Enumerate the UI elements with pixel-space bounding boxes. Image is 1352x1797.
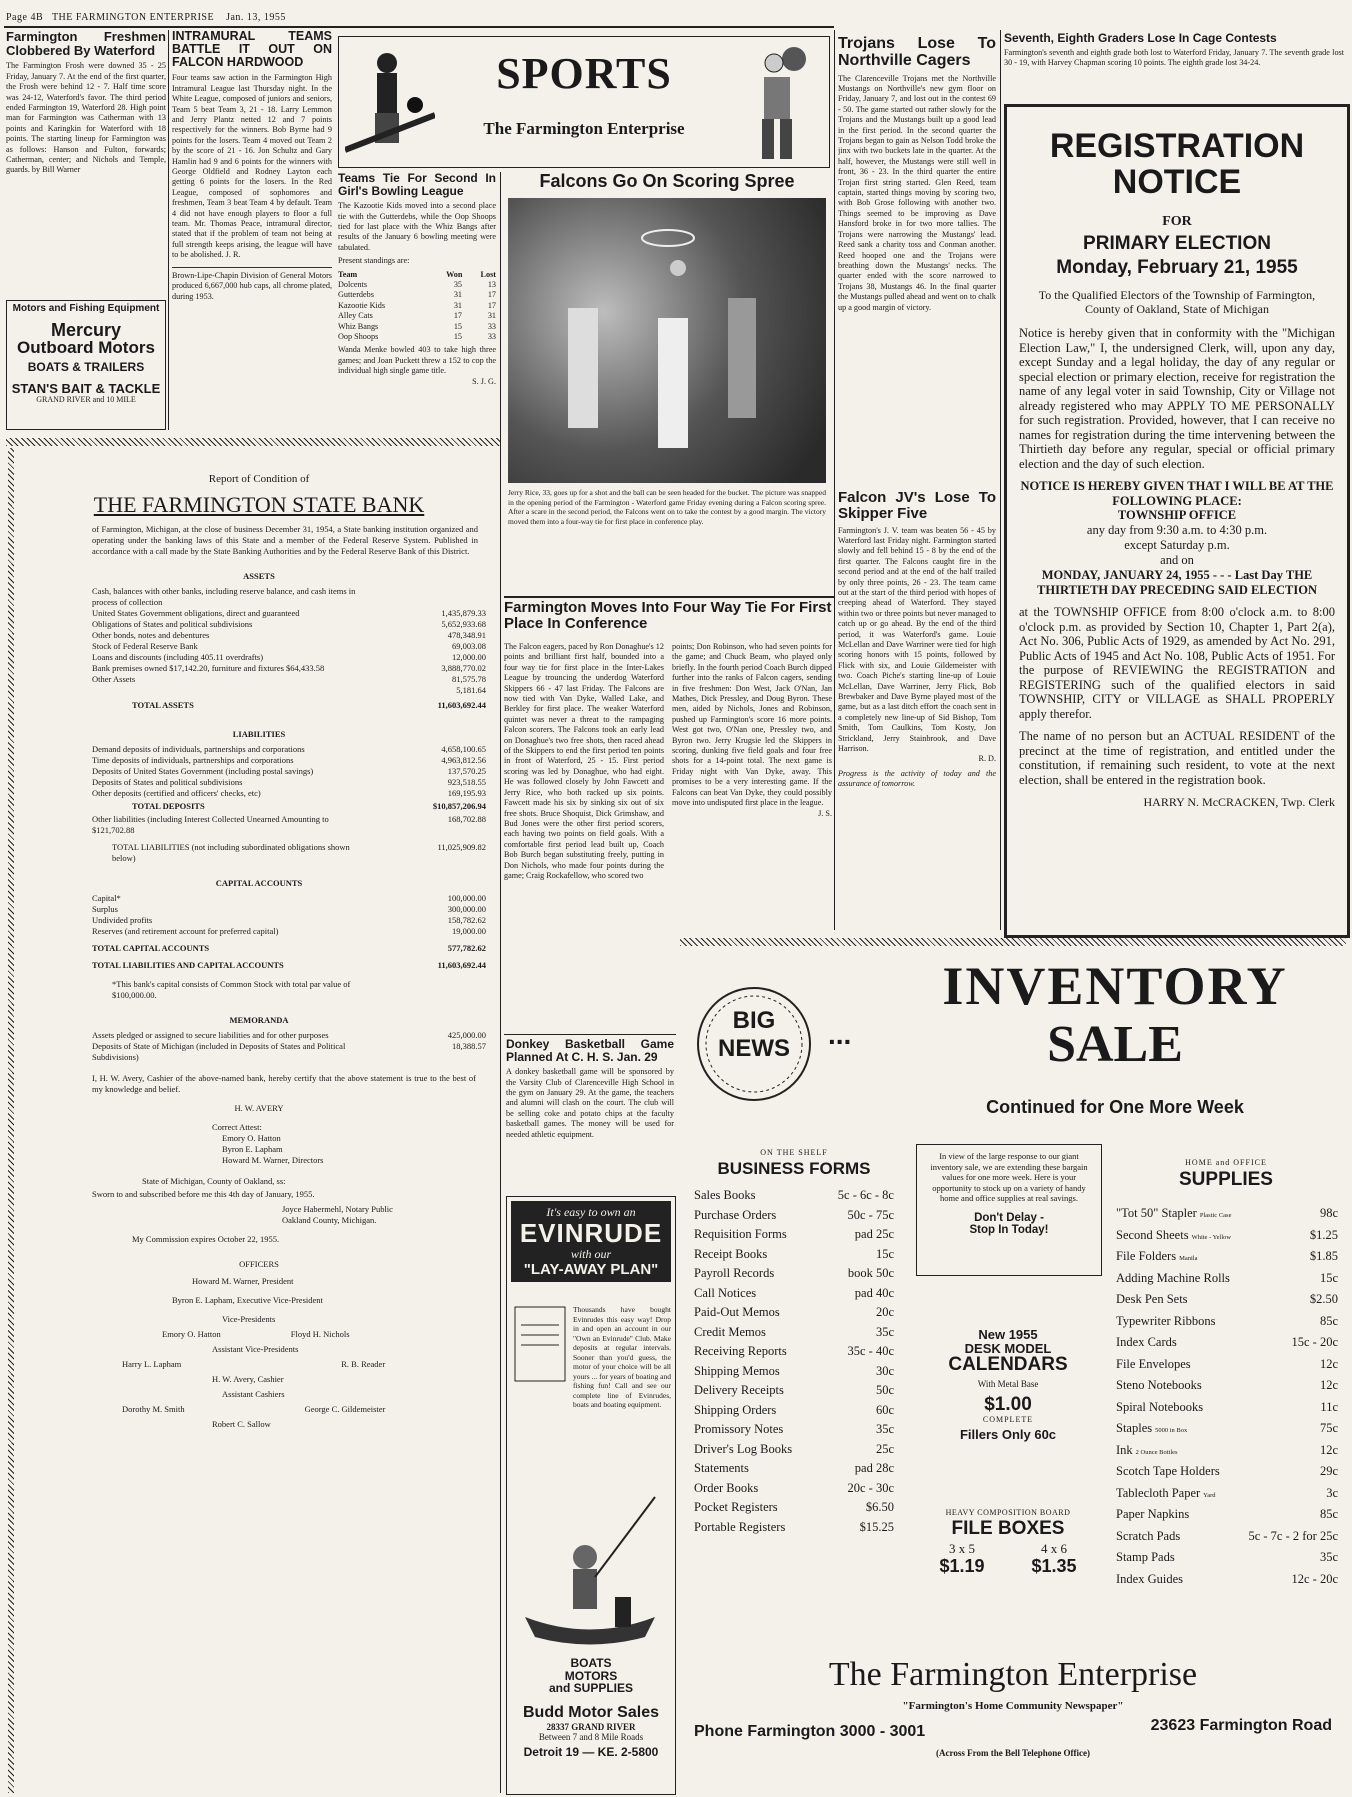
stop-in: Stop In Today! xyxy=(969,1223,1049,1236)
game-photo xyxy=(508,198,826,483)
memo-title: MEMORANDA xyxy=(229,1015,289,1025)
sports-banner xyxy=(338,36,830,168)
form-item: Payroll Records book 50c xyxy=(694,1266,894,1280)
intramural-body: Four teams saw action in the Farmington High Intramural League last Thursday night. In the White League, composed of juniors and seniors, Team 5 beat Team 3, 21 - 18. Larry Lemmon and Jerry Plantz netted 12 and 7 points respectively for the winners. Bob Byrne had 9 points for the losers. Team 4 moved out Team 2 by the score of 21 - 16. Jon Schultz and Gary Hamlin had 9 and 6 points for the winners with George Oldfield and Rodney Layton each getting 6 points for the losers. In the Red League, composed of sophomores and freshmen, Team 3 beat Team 4 by default. Team 4 did not have enough players to floor a full team. Mr. Thomas Peace, intramural director, stated that if the problem of team not being at full strength keeps arising, the league will have to be abolished. J. R. xyxy=(172,73,332,260)
commission: My Commission expires October 22, 1955. xyxy=(132,1234,280,1244)
jv-body: Farmington's J. V. team was beaten 56 - 45 by Waterford last Friday night. Farmington started slowly and fell behind 15 - 8 by the end of the first quarter. The Falcons caught fire in the second period and at the end of the half trailed by only three points, 26 - 23. The team came out at the start of the third period with hopes of creeping ahead of Waterford. They stayed within two or three points but never managed to catch up or go ahead. By the end of the third period, it was Waterford's game. Louie McLellan and Dave Warriner were tied for high scoring honors with 15 points, followed by Flick with six, and Louie Gildemeister with two. Coach Piche's starting line-up of Louie McLellan, Dave Warriner, Jerry Flick, Bob Brewbaker and Dave Byrne played most of the game, but as a last ditch effort the coach sent in a completely new line-up of Sid Bishop, Tom Smith, Tom Caulkins, Tom Kosty, Jon Strickland, Jerry Stainbrook, and Dave Harrison. xyxy=(838,525,996,754)
standings-row: Gutterdebs 31 17 xyxy=(338,290,496,300)
capital-list xyxy=(92,893,486,937)
center-notice-text: In view of the large response to our giant inventory sale, we are extending these bargain values for one more week. Here is your opportunity to stock up on a variety of handy home and office supplies at real savings. xyxy=(930,1151,1088,1203)
form-item: Order Books 20c - 30c xyxy=(694,1480,894,1495)
enterprise-across: (Across From the Bell Telephone Office) xyxy=(936,1748,1090,1758)
evi-shop: Budd Motor Sales xyxy=(522,1703,659,1721)
supply-item: Typewriter Ribbons 85c xyxy=(1116,1313,1338,1328)
form-item: Driver's Log Books 25c xyxy=(694,1441,894,1456)
basketball-game-icon xyxy=(508,198,826,483)
paper-name: THE FARMINGTON ENTERPRISE xyxy=(51,12,215,23)
other-liabilities: Other liabilities (including Interest Collected Unearned Amounting to $121,702.88 168,702.88 xyxy=(92,814,486,835)
fb-size-2: 4 x 6 xyxy=(1041,1540,1067,1556)
form-item: Paid-Out Memos 20c xyxy=(694,1305,894,1319)
freshmen-article xyxy=(6,30,166,295)
supply-item: Adding Machine Rolls 15c xyxy=(1116,1270,1338,1285)
supplies-title: SUPPLIES xyxy=(1179,1169,1273,1190)
reg-last-day: MONDAY, JANUARY 24, 1955 - - - Last Day THE THIRTIETH DAY PRECEDING SAID ELECTION xyxy=(1037,568,1317,597)
form-item: Receiving Reports 35c - 40c xyxy=(694,1344,894,1358)
reg-to: To the Qualified Electors of the Township of Farmington, County of Oakland, State of Michigan xyxy=(1038,288,1316,317)
evi-between: Between 7 and 8 Mile Roads xyxy=(538,1731,644,1742)
donkey-headline: Donkey Basketball Game Planned At C. H. S. Jan. 29 xyxy=(506,1038,674,1064)
supply-item: Staples 5000 in Box 75c xyxy=(1116,1421,1338,1435)
form-item: Call Notices pad 40c xyxy=(694,1285,894,1300)
officer-last: Robert C. Sallow xyxy=(212,1419,271,1429)
scoring-headline: Falcons Go On Scoring Spree xyxy=(539,171,795,191)
reg-hours: any day from 9:30 a.m. to 4:30 p.m. xyxy=(1086,523,1268,538)
jv-headline: Falcon JV's Lose To Skipper Five xyxy=(838,490,996,522)
sports-subtitle: The Farmington Enterprise xyxy=(483,119,685,138)
liability-row: Other deposits (certified and officers' checks, etc) 169,195.93 xyxy=(92,788,486,798)
reg-paragraph-1: Notice is hereby given that in conformity with the "Michigan Election Law," I, the undersigned Clerk, will, upon any day, except Sunday and a legal holiday, the day of any regular or special election or primary election, receive for registration the name of any legal voter in said Township, City or Village not already registered who may APPLY TO ME PERSONALLY for such registration. Provided, however, that I can receive no names for registration during the time intervening between the Thirtieth day before any regular, special or official primary election and the day of such election. xyxy=(1019,326,1335,471)
grades-article xyxy=(1004,32,1344,102)
enterprise-address: 23623 Farmington Road xyxy=(1150,1717,1332,1734)
badge-big: BIG xyxy=(732,1007,776,1034)
total-liab-capital: TOTAL LIABILITIES AND CAPITAL ACCOUNTS 11,603,692.44 xyxy=(92,960,486,970)
ad-line: BOATS & TRAILERS xyxy=(27,360,145,375)
form-item: Purchase Orders 50c - 75c xyxy=(694,1207,894,1222)
evi-supplies: and SUPPLIES xyxy=(548,1681,634,1696)
bank-report-body xyxy=(22,452,496,1792)
total-liabilities: TOTAL LIABILITIES (not including subordinated obligations shown below) 11,025,909.82 xyxy=(112,842,486,863)
fb-price-1: $1.19 xyxy=(939,1555,985,1576)
supply-item: "Tot 50" Stapler Plastic Case 98c xyxy=(1116,1206,1338,1220)
attest-3: Howard M. Warner, Directors xyxy=(222,1155,324,1165)
form-item: Shipping Orders 60c xyxy=(694,1402,894,1417)
liability-row: Time deposits of individuals, partnerships and corporations 4,963,812.56 xyxy=(92,755,486,765)
inventory-title: INVENTORY xyxy=(942,956,1288,1016)
bowling-article xyxy=(338,172,496,430)
supply-item: Spiral Notebooks 11c xyxy=(1116,1399,1338,1414)
liability-row: Deposits of United States Government (including postal savings) 137,570.25 xyxy=(92,766,486,776)
badge-dots: ... xyxy=(828,1019,852,1050)
supply-item: Index Cards 15c - 20c xyxy=(1116,1335,1338,1349)
supply-item: Scotch Tape Holders 29c xyxy=(1116,1464,1338,1478)
supply-item: Tablecloth Paper Yard 3c xyxy=(1116,1485,1338,1500)
photo-caption: Jerry Rice, 33, goes up for a shot and the ball can be seen headed for the bucket. The picture was snapped in the opening period of the Farmington - Waterford game Friday evening during a Falcon scoring spree. After a scare in the second period, the Falcons went on to take the contest by a good margin. The victory moved them into a four-way tie for first place in conference play. xyxy=(508,488,826,526)
officer-cashier: H. W. Avery, Cashier xyxy=(212,1374,284,1384)
supply-item: Desk Pen Sets $2.50 xyxy=(1116,1292,1338,1306)
asset-row: Obligations of States and political subdivisions 5,652,933.68 xyxy=(92,619,486,629)
intramural-article xyxy=(172,30,332,430)
asset-row: Stock of Federal Reserve Bank 69,003.08 xyxy=(92,641,486,651)
reg-title-2: NOTICE xyxy=(1112,162,1242,201)
form-item: Statements pad 28c xyxy=(694,1461,894,1475)
trojans-headline: Trojans Lose To Northville Cagers xyxy=(838,36,996,69)
officer-president: Howard M. Warner, President xyxy=(192,1276,294,1286)
supply-item: Scratch Pads 5c - 7c - 2 for 25c xyxy=(1116,1528,1338,1543)
officer-ac-label: Assistant Cashiers xyxy=(222,1389,285,1399)
notary-1: Joyce Habermehl, Notary Public xyxy=(282,1204,393,1214)
supply-item: Ink 2 Ounce Bottles 12c xyxy=(1116,1442,1338,1457)
ad-brand-2: Outboard Motors xyxy=(17,338,155,358)
supply-item: Steno Notebooks 12c xyxy=(1116,1378,1338,1392)
file-boxes-promo xyxy=(916,1508,1100,1576)
freshmen-headline: Farmington Freshmen Clobbered By Waterford xyxy=(6,30,166,58)
ad-addr1: GRAND RIVER xyxy=(36,395,91,405)
evinrude-ad xyxy=(506,1196,676,1795)
bowler-illustration-icon xyxy=(345,45,435,160)
cal-3: CALENDARS xyxy=(948,1354,1068,1376)
donkey-body: A donkey basketball game will be sponsored by the Varsity Club of Clarenceville High School in the gym on January 29. At the game, the teachers and alumni will clash on the court. The club will be selling coke and potato chips at the faculty basketball games. The money will be used for needed athletic equipment. xyxy=(506,1067,674,1139)
capital-row: Capital* 100,000.00 xyxy=(92,893,486,903)
state-line: State of Michigan, County of Oakland, ss: xyxy=(142,1176,286,1186)
reg-paragraph-9: The name of no person but an ACTUAL RESIDENT of the precinct at the time of registration, and entitled under the constitution, if remaining such resident, to vote at the next election, shall be entered in the registration book. xyxy=(1019,729,1335,787)
issue-date: Jan. 13, 1955 xyxy=(226,12,286,23)
cal-4: With Metal Base xyxy=(977,1379,1039,1390)
reg-date: Monday, February 21, 1955 xyxy=(1056,257,1298,279)
ad-top-line: Motors and Fishing Equipment xyxy=(12,303,160,314)
reg-signature: HARRY N. McCRACKEN, Twp. Clerk xyxy=(1143,795,1335,810)
sworn-line: Sworn to and subscribed before me this 4th day of January, 1955. xyxy=(92,1189,315,1199)
attest-2: Byron E. Lapham xyxy=(222,1144,283,1154)
bowling-body: The Kazootie Kids moved into a second place tie with the Gutterdebs, while the Oop Shoops tied for last place with the Whiz Bangs after results of the January 6 bowling meeting were tabulated. xyxy=(338,201,496,252)
bank-name: THE FARMINGTON STATE BANK xyxy=(93,492,425,517)
evi-motors: MOTORS xyxy=(564,1668,618,1683)
reg-place: TOWNSHIP OFFICE xyxy=(1117,508,1237,523)
basketball-player-icon xyxy=(734,43,824,161)
ad-addr2: and 10 MILE xyxy=(92,395,136,405)
standings-row: Oop Shoops 15 33 xyxy=(338,332,496,342)
officer-acs: Dorothy M. Smith George C. Gildemeister xyxy=(122,1404,386,1414)
standings-row: Kazootie Kids 31 17 xyxy=(338,300,496,310)
bank-heading: Report of Condition of xyxy=(208,473,310,485)
total-deposits: TOTAL DEPOSITS $10,857,206.94 xyxy=(132,801,486,811)
dont-delay: Don't Delay - xyxy=(974,1211,1044,1224)
forms-title: BUSINESS FORMS xyxy=(717,1159,871,1178)
memo-list xyxy=(92,1030,486,1063)
evi-body: Thousands have bought Evinrudes this easy way! Drop in and open an account in our "Own an Evinrude" Club. Make deposits at regular intervals. Sooner than you'd guess, the motor of your choice will be all yours ... for years of boating and fishing fun! Call and see our complete line of Evinrudes, boats and boating equipment. xyxy=(573,1305,671,1409)
officer-exec-vp: Byron E. Lapham, Executive Vice-President xyxy=(172,1295,323,1305)
cashier-cert: I, H. W. Avery, Cashier of the above-named bank, hereby certify that the above statement is true to the best of my knowledge and belief. xyxy=(92,1073,476,1094)
calendars-promo xyxy=(916,1328,1100,1442)
form-item: Delivery Receipts 50c xyxy=(694,1383,894,1397)
on-shelf: ON THE SHELF xyxy=(760,1148,828,1157)
form-item: Pocket Registers $6.50 xyxy=(694,1500,894,1514)
reg-for: FOR xyxy=(1162,214,1192,230)
passbook-icon xyxy=(513,1305,569,1385)
standings-row: Dolcents 35 13 xyxy=(338,280,496,290)
liabilities-list xyxy=(92,744,486,799)
cal-fillers: Fillers Only 60c xyxy=(959,1427,1057,1443)
supply-item: File Envelopes 12c xyxy=(1116,1356,1338,1371)
reg-paragraph-8: at the TOWNSHIP OFFICE from 8:00 o'clock a.m. to 8:00 o'clock p.m. as provided by Section 10, Chapter 1, Part 2(a), Act No. 306, Public Acts of 1929, as amended by Act No. 291, Public Acts of 1945 and Act No. 108, Public Acts of 1951. For the purpose of REVIEWING the REGISTRATION and REGISTERING such of the qualified electors in said TOWNSHIP, CITY or VILLAGE as SHALL PROPERLY apply therefor. xyxy=(1019,605,1335,721)
officer-avp-label: Assistant Vice-Presidents xyxy=(212,1344,299,1354)
capital-note: *This bank's capital consists of Common Stock with total par value of $100,000.00. xyxy=(112,979,351,1000)
inventory-ad xyxy=(680,948,1346,1793)
fisherman-boat-icon xyxy=(515,1467,665,1647)
total-assets: TOTAL ASSETS 11,603,692.44 xyxy=(132,700,486,710)
attest: Correct Attest: xyxy=(212,1122,262,1132)
total-capital: TOTAL CAPITAL ACCOUNTS 577,782.62 xyxy=(92,943,486,953)
enterprise-phone: Phone Farmington 3000 - 3001 xyxy=(694,1723,926,1740)
fb-price-2: $1.35 xyxy=(1031,1555,1077,1576)
ad-brand: Mercury xyxy=(50,319,122,340)
sports-title: SPORTS xyxy=(496,49,672,98)
capital-row: Undivided profits 158,782.62 xyxy=(92,915,486,925)
cal-2: DESK MODEL xyxy=(964,1340,1052,1356)
fb-2: FILE BOXES xyxy=(951,1518,1065,1539)
intramural-note: Brown-Lipe-Chapin Division of General Motors produced 6,667,000 hub caps, all chrome plated, during 1953. xyxy=(172,267,332,302)
scoring-article xyxy=(504,172,830,592)
enterprise-logo: The Farmington Enterprise xyxy=(828,1656,1198,1693)
masthead xyxy=(6,12,331,23)
form-item: Shipping Memos 30c xyxy=(694,1363,894,1378)
form-item: Requisition Forms pad 25c xyxy=(694,1227,894,1241)
evi-line-1: It's easy to own an xyxy=(546,1205,636,1219)
notary-2: Oakland County, Michigan. xyxy=(282,1215,377,1225)
reg-and-on: and on xyxy=(1160,553,1194,568)
continued-subtitle: Continued for One More Week xyxy=(986,1097,1244,1117)
jv-sig: R. D. xyxy=(978,754,996,764)
fb-1: HEAVY COMPOSITION BOARD xyxy=(945,1508,1071,1517)
cal-1: New 1955 xyxy=(978,1327,1038,1342)
supply-item: Index Guides 12c - 20c xyxy=(1116,1571,1338,1586)
liabilities-title: LIABILITIES xyxy=(232,729,286,739)
capital-row: Reserves (and retirement account for preferred capital) 19,000.00 xyxy=(92,926,486,936)
form-item: Promissory Notes 35c xyxy=(694,1422,894,1436)
standings-row: Alley Cats 17 31 xyxy=(338,311,496,321)
standings-table xyxy=(338,280,496,342)
fb-size-1: 3 x 5 xyxy=(949,1540,975,1556)
form-item: Receipt Books 15c xyxy=(694,1246,894,1261)
standings-row: Whiz Bangs 15 33 xyxy=(338,321,496,331)
supplies-list xyxy=(1116,1204,1338,1591)
asset-row: Bank premises owned $17,142.20, furniture and fixtures $64,433.58 3,888,770.02 xyxy=(92,663,486,673)
four-way-body-2: points; Don Robinson, who had seven points for the game; and Chuck Beam, who played only briefly. In the fourth period Coach Burch dipped further into the ranks of Falcon cagers, sending in five freshmen: Don West, Jack O'Nan, Jan Mathes, Dick Pressley, and Doug Byron. These men, aided by Nichols, Jones and Robinson, pushed up Farmington's score 16 more points. West got two, O'Nan one, Pressley two, and Byron two. Jerry Krugsie led the Skippers in scoring, dunking five field goals and four free shots for a 14-point total. The next game is Friday night with Van Dyke, away. This promises to be a very interesting game. If the Falcons can beat Van Dyke, they could possibly move into undisputed first place in the league. xyxy=(672,642,832,808)
asset-row: Other bonds, notes and debentures 478,348.91 xyxy=(92,630,486,640)
officer-vp-label: Vice-Presidents xyxy=(222,1314,276,1324)
liability-row: Deposits of States and political subdivisions 923,518.55 xyxy=(92,777,486,787)
supply-item: Stamp Pads 35c xyxy=(1116,1550,1338,1564)
jv-quote: Progress is the activity of today and the assurance of tomorrow. xyxy=(838,768,996,789)
bowling-headline: Teams Tie For Second In Girl's Bowling League xyxy=(338,172,496,198)
bowling-tail: Wanda Menke bowled 403 to take high three games; and Joan Puckett threw a 152 to cop the individual high single game title. xyxy=(338,345,496,376)
sup-small: HOME and OFFICE xyxy=(1185,1158,1267,1167)
asset-row: 5,181.64 xyxy=(456,685,486,695)
capital-row: Surplus 300,000.00 xyxy=(92,904,486,914)
form-item: Portable Registers $15.25 xyxy=(694,1519,894,1534)
reg-except: except Saturday p.m. xyxy=(1124,538,1230,553)
enterprise-slogan: "Farmington's Home Community Newspaper" xyxy=(902,1700,1124,1712)
liability-row: Demand deposits of individuals, partnerships and corporations 4,658,100.65 xyxy=(92,744,486,754)
evi-plan: "LAY-AWAY PLAN" xyxy=(523,1261,659,1279)
reg-title-1: REGISTRATION xyxy=(1049,127,1305,165)
trojans-body: The Clarenceville Trojans met the Northville Mustangs on Northville's new gym floor on Friday, January 7, and lost out in the contest 69 - 50. The game started out rather slowly for the Trojans and the Mustangs built up a good lead in the first period. In the second quarter the Trojans began to gain as Nelson Todd broke the jinx with two buckets late in the quarter. At the half, however, the Mustangs were still well in front, 36 - 23. In the third quarter the entire Trojan first string started. Glen Reed, team captain, started things moving by scoring two, with Bob Grose following with another two. Things seemed to be improving as Dave Hansford broke in for two more tallies. The Trojans were narrowing the Mustangs' lead. Reed sank a charity toss and Conman another. Reed hooped one and the Trojans were breathing down the Mustangs' necks. The quarter ended with the score narrowed to Trojans 38, Mustangs 46. In the final quarter the Mustangs pulled ahead and went on to chalk up a good margin of victory. xyxy=(838,73,996,312)
four-way-headline: Farmington Moves Into Four Way Tie For First Place In Conference xyxy=(504,599,832,632)
capital-title: CAPITAL ACCOUNTS xyxy=(215,878,303,888)
asset-row: Loans and discounts (including 405.11 overdrafts) 12,000.00 xyxy=(92,652,486,662)
cal-complete: COMPLETE xyxy=(982,1415,1034,1425)
page-number: Page 4B xyxy=(6,12,44,23)
freshmen-body: The Farmington Frosh were downed 35 - 25 Friday, January 7. At the end of the first quarter, the Frosh were behind 12 - 7. Half time score was 24-12, Waterford's favor. The third period ended Farmington 19, Waterford 28. High point man for Farmington was Catherman with 13 points and Karingkin for Waterford with 18 points. The starting lineup for Farmington was as follows: Hanson and Fulton, forwards; Catherman, center; and Nichols and Temple, guards. by Bill Warner xyxy=(6,61,166,175)
asset-row: Other Assets 81,575.78 xyxy=(92,674,486,684)
bank-intro: of Farmington, Michigan, at the close of business December 31, 1954, a State banking institution organized and operating under the banking laws of this State and a member of the Federal Reserve System. Published in accordance with a call made by the State Banking Authorities and by the Federal Reserve Bank of this District. xyxy=(92,524,478,556)
asset-row: United States Government obligations, direct and guaranteed 1,435,879.33 xyxy=(92,608,486,618)
attest-1: Emory O. Hatton xyxy=(222,1133,281,1143)
reg-election: PRIMARY ELECTION xyxy=(1083,233,1271,255)
assets-list xyxy=(92,586,486,696)
supply-item: Second Sheets White - Yellow $1.25 xyxy=(1116,1227,1338,1242)
form-item: Sales Books 5c - 6c - 8c xyxy=(694,1188,894,1202)
four-way-sig: J. S. xyxy=(818,808,832,818)
cert-sig: H. W. AVERY xyxy=(234,1103,284,1113)
memo-row: Assets pledged or assigned to secure liabilities and for other purposes 425,000.00 xyxy=(92,1030,486,1040)
form-item: Credit Memos 35c xyxy=(694,1324,894,1339)
assets-title: ASSETS xyxy=(243,571,275,581)
grades-body: Farmington's seventh and eighth grade both lost to Waterford Friday, January 7. The seventh grade lost 30 - 19, with Harvey Chapman scoring 10 points. The eighth grade lost 34-24. xyxy=(1004,47,1344,67)
asset-row: Cash, balances with other banks, including reserve balance, and cash items in process of collection xyxy=(92,586,356,607)
trojans-article xyxy=(838,36,996,486)
forms-list xyxy=(694,1186,894,1537)
grades-headline: Seventh, Eighth Graders Lose In Cage Contests xyxy=(1004,32,1277,45)
cal-price: $1.00 xyxy=(984,1394,1032,1416)
sale-title: SALE xyxy=(1047,1016,1183,1073)
reg-paragraph-2: NOTICE IS HEREBY GIVEN THAT I WILL BE AT THE FOLLOWING PLACE: xyxy=(1020,479,1334,508)
officer-vps: Emory O. Hatton Floyd H. Nichols xyxy=(162,1329,350,1339)
bowling-sig: S. J. G. xyxy=(472,376,496,386)
evi-phone: Detroit 19 — KE. 2-5800 xyxy=(523,1744,659,1759)
supply-item: Paper Napkins 85c xyxy=(1116,1507,1338,1521)
evi-addr: 28337 GRAND RIVER xyxy=(546,1721,636,1732)
evi-boats: BOATS xyxy=(570,1656,612,1670)
ad-shop: STAN'S BAIT & TACKLE xyxy=(11,380,161,396)
standings-header: Team Won Lost xyxy=(338,269,496,279)
officers-title: OFFICERS xyxy=(239,1259,279,1269)
supply-item: File Folders Manila $1.85 xyxy=(1116,1249,1338,1263)
memo-row: Deposits of State of Michigan (included in Deposits of States and Political Subdivisions) 18,388.57 xyxy=(92,1041,486,1062)
badge-news: NEWS xyxy=(718,1035,790,1062)
evi-line-3: with our xyxy=(570,1247,612,1262)
jv-article xyxy=(838,490,996,930)
donkey-article xyxy=(506,1038,674,1188)
standings-label: Present standings are: xyxy=(338,256,410,266)
evi-brand: EVINRUDE xyxy=(519,1218,663,1248)
officer-avps: Harry L. Lapham R. B. Reader xyxy=(122,1359,386,1369)
intramural-headline: INTRAMURAL TEAMS BATTLE IT OUT ON FALCON HARDWOOD xyxy=(172,30,332,70)
mercury-ad xyxy=(6,300,166,430)
registration-notice xyxy=(1004,104,1350,938)
center-notice xyxy=(916,1144,1102,1276)
four-way-body-1: The Falcon eagers, paced by Ron Donaghue's 12 points and brilliant first half, bounded into a four way tie for first place in the Inter-Lakes League by trouncing the underdog Waterford Skippers 66 - 47 last Friday. The Falcons are now tied with Van Dyke, Walled Lake, and Berkley for first place. The weaker Waterford quintet was never a threat to the rampaging Falcon scorers. The Falcons took an early lead on Donaghue's two free shots, then raced ahead of the Skippers to end the first period ten points in front of Waterford, 25 - 15. First period scoring was led by Donaghue, who had eight. He was followed closely by John Fawcett and Jerry Rice, who both racked up six points. Fawcett made his six by sinking six out of six free shots. Bruce Shoquist, Dick Grimshaw, and Bud Jones were the other first period scorers, each having two points on field goals. With a comfortable first period lead built up, Coach Bob Burch began substituting freely, putting in Don Nichols, who made four points during the game; Craig Rockafellow, who scored two xyxy=(504,642,664,880)
